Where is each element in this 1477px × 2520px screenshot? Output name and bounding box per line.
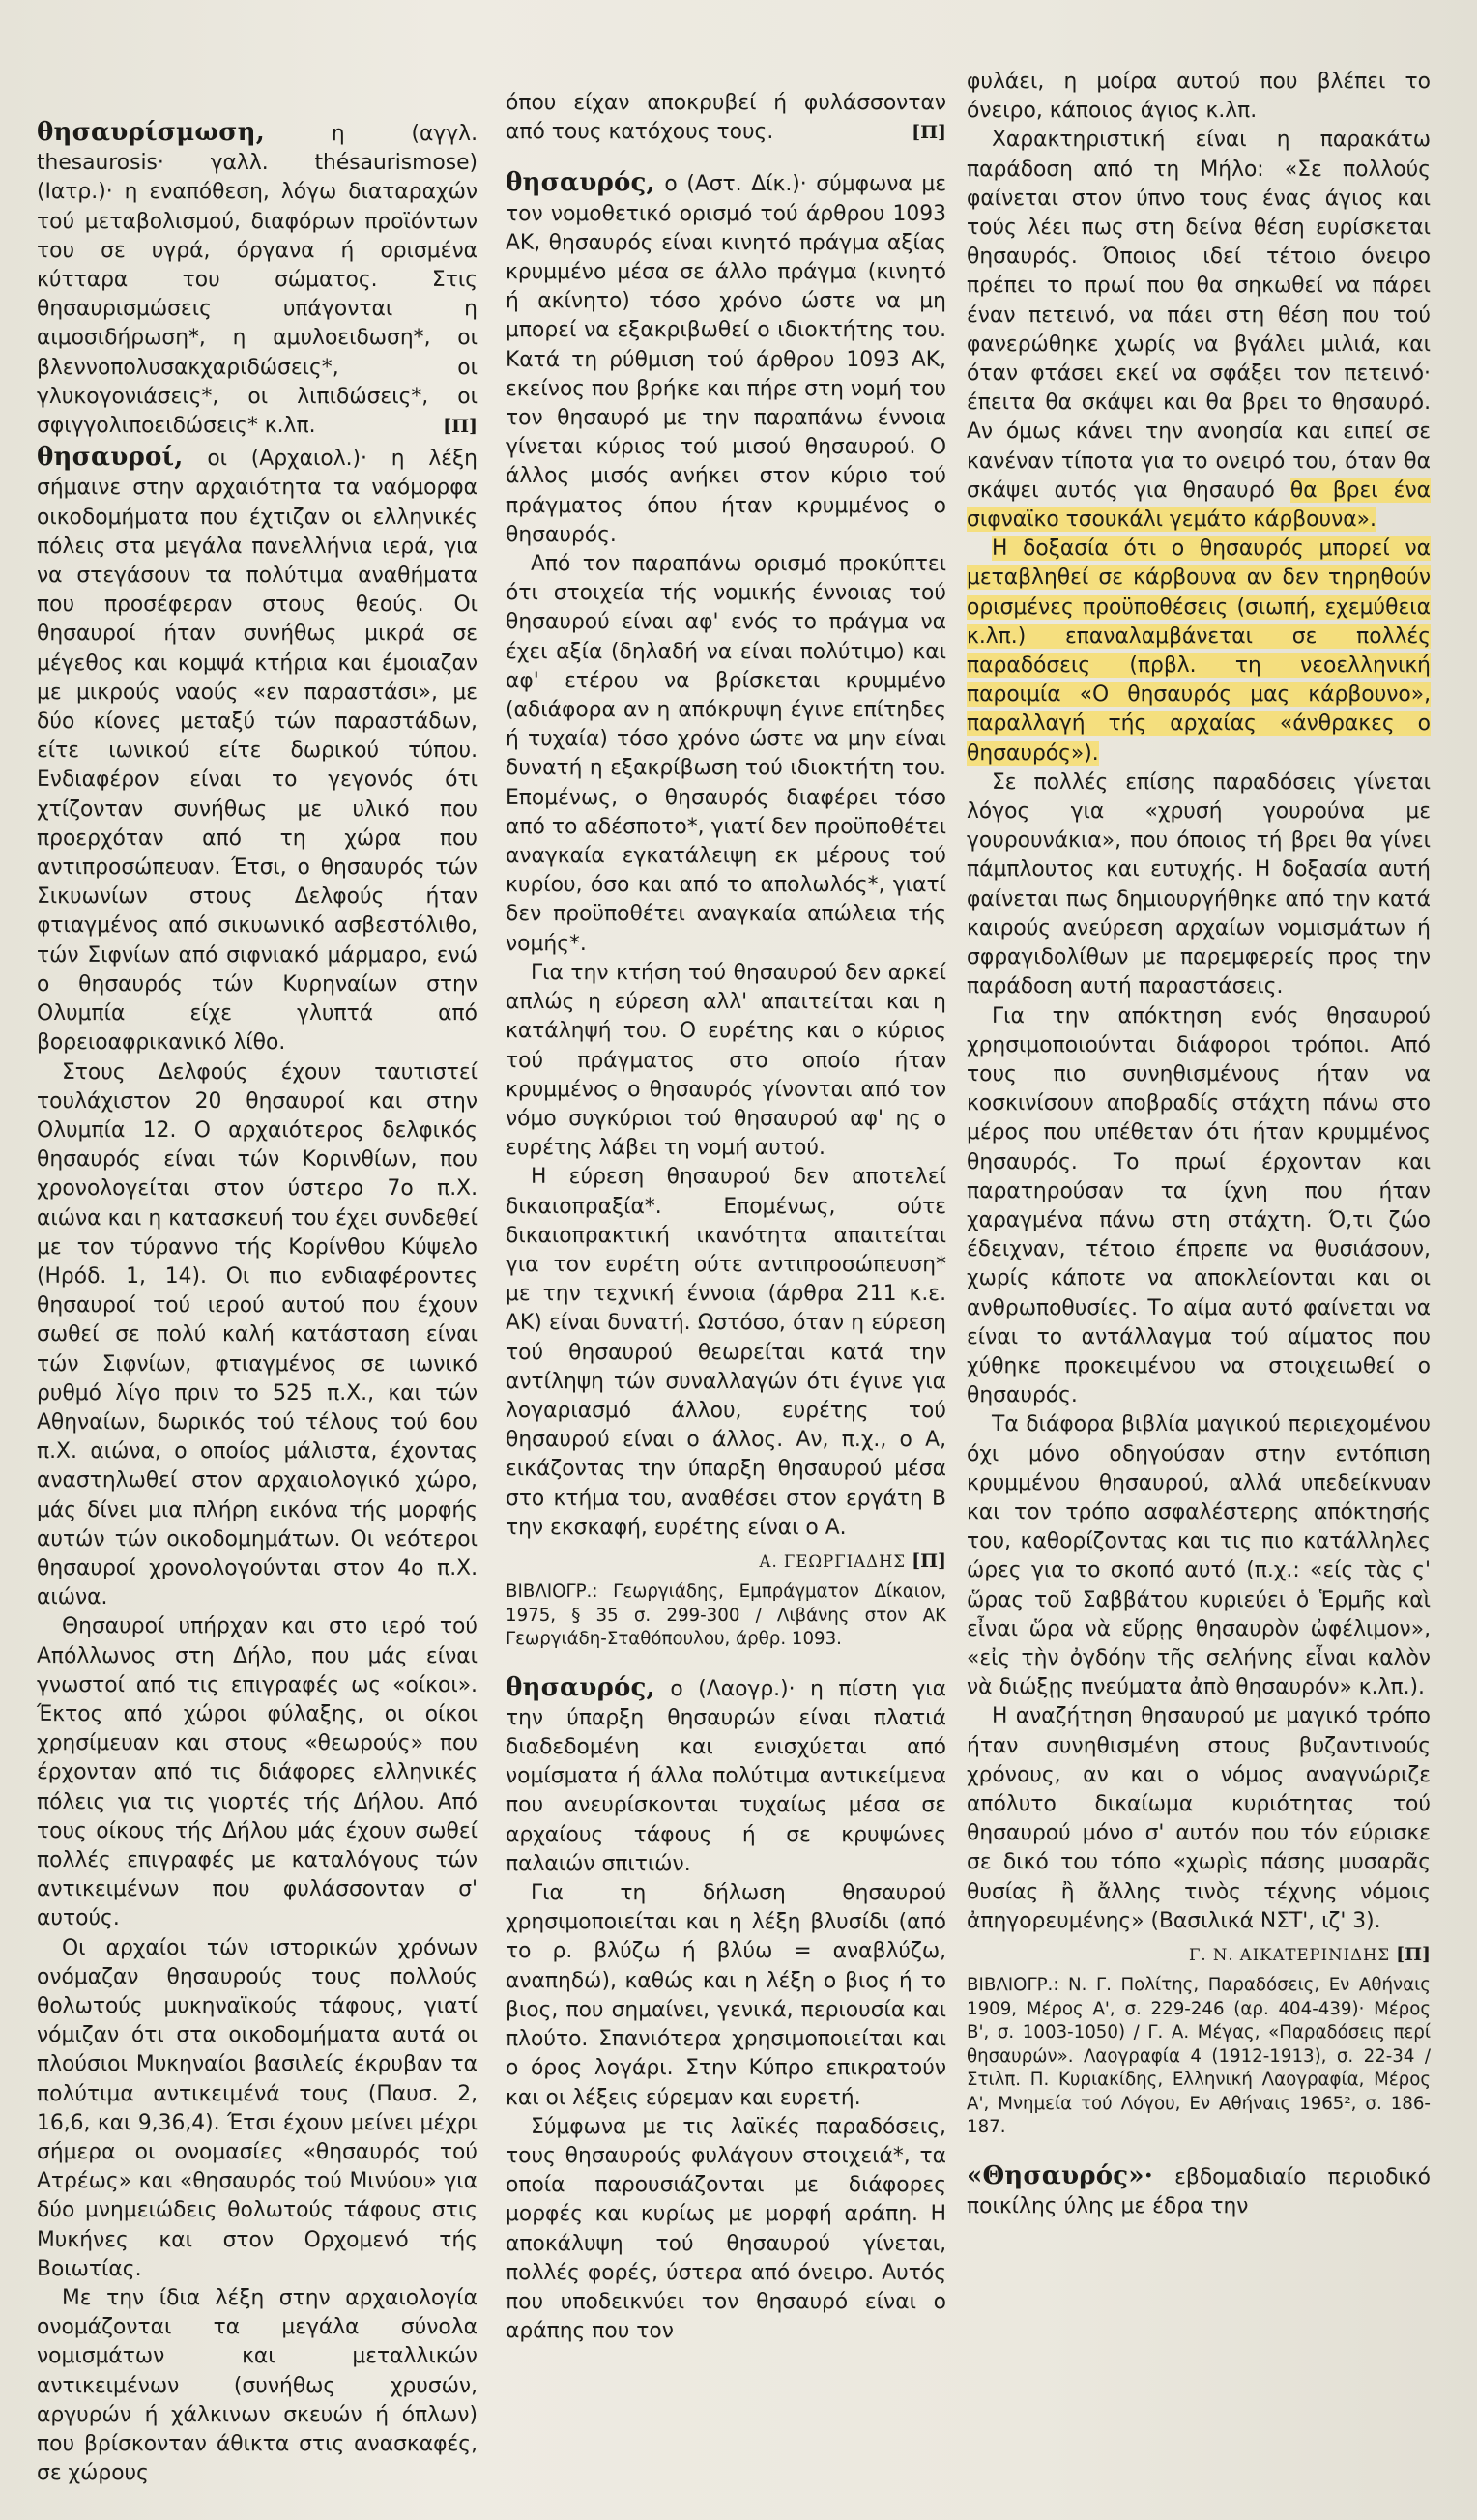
highlighted-text: θα βρει ένα σιφναϊκο τσουκάλι γεμάτο κάρβουνα». [967, 478, 1432, 533]
headword: θησαυρίσμωση, [37, 118, 266, 147]
entry-thesauros-folklore [506, 1673, 946, 2347]
bibliography: ΒΙΒΛΙΟΓΡ.: Γεωργιάδης, Εμπράγματον Δίκαιον, 1975, § 35 σ. 299-300 / Λιβάνης στον ΑΚ Γεωργιάδη-Σταθόπουλου, άρθρ. 1093. [506, 1581, 946, 1650]
entry-paragraph: Θησαυροί υπήρχαν και στο ιερό τού Απόλλωνος στη Δήλο, που μάς είναι γνωστοί από τις επιγραφές ως «οίκοι». Έκτος από χώροι φύλαξης, οι οίκοι χρησίμευαν και στους «θεωρούς» που έρχονταν από τις διάφορες ελληνικές πόλεις για τις γιορτές τής Δήλου. Από τους οίκους τής Δήλου μάς έχουν σωθεί πολλές επιγραφές με καταλόγους τών αντικειμένων που φυλάσσονταν σ' αυτούς. [37, 1614, 478, 1931]
entry-paragraph: Για τη δήλωση θησαυρού χρησιμοποιείται και η λέξη βλυσίδι (από το ρ. βλύζω ή βλύω = αναβλύζω, αναπηδώ), καθώς και η λέξη ο βιος ή το βιος, που σημαίνει, γενικά, περιουσία και πλούτο. Σπανιότερα χρησιμοποιείται και ο όρος λογάρι. Στην Κύπρο επικρατούν και οι λέξεις εύρεμαν και ευρετή. [506, 1881, 946, 2110]
author-name: Γ. Ν. ΑΙΚΑΤΕΡΙΝΙΔΗΣ [1188, 1946, 1391, 1964]
publisher-tag: [Π] [1396, 1944, 1431, 1965]
entry-text: ο (Λαογρ.)· η πίστη για την ύπαρξη θησαυρών είναι πλατιά διαδεδομένη και ενισχύεται από νομίσματα ή άλλα πολύτιμα αντικείμενα που ανευρίσκονται τυχαίως μέσα σε αρχαίους τάφους ή σε κρυψώνες παλαιών σπιτιών. [506, 1676, 946, 1876]
author-signature [967, 1940, 1431, 1970]
continuation-paragraph: φυλάει, η μοίρα αυτού που βλέπει το όνειρο, κάποιος άγιος κ.λπ. [967, 70, 1431, 124]
headword: θησαυρός, [506, 168, 655, 198]
entry-text: Χαρακτηριστική είναι η παρακάτω παράδοση από τη Μήλο: «Σε πολλούς φαίνεται στον ύπνο τους ένας άγιος και τούς λέει πως στη δείνα θέση ευρίσκεται θησαυρός. Όποιος ιδεί τέτοιο όνειρο πρέπει το πρωί που θα σηκωθεί να πάρει έναν πετεινό, να πάει στη θέση που τού φανερώθηκε χωρίς να βγάλει μιλιά, και όταν φτάσει εκεί να σφάξει τον πετεινό· έπειτα θα σκάψει και θα βρει το θησαυρό. Αν όμως κάνει την ανοησία και ειπεί σε κανέναν τίποτα για το ονειρό του, όταν θα σκάψει αυτός για θησαυρό [967, 128, 1431, 503]
headword: θησαυρός, [506, 1672, 655, 1702]
entry-periodical [967, 2161, 1431, 2221]
entry-thesaurismosi [37, 118, 478, 441]
entry-paragraph [37, 118, 478, 441]
entry-paragraph [506, 1673, 946, 1879]
entry-paragraph: Η αναζήτηση θησαυρού με μαγικό τρόπο ήταν συνηθισμένη στους βυζαντινούς χρόνους, αν και ο νόμος αναγνώριζε απόλυτο δικαίωμα κυριότητας τού θησαυρού μόνο σ' αυτόν που τόν εύρισκε σε δικό του τόπο «χωρὶς πάσης μυσαρᾶς θυσίας ἢ ἄλλης τινὸς τέχνης νόμοις ἀπηγορευμένης» (Βασιλικά ΝΣΤ', ιζ' 3). [967, 1704, 1431, 1933]
entry-paragraph [37, 443, 478, 1057]
entry-paragraph: Σύμφωνα με τις λαϊκές παραδόσεις, τους θησαυρούς φυλάγουν στοιχειά*, τα οποία παρουσιάζονται με διάφορες μορφές και κυρίως με μορφή αράπη. Η αποκάλυψη τού θησαυρού γίνεται, πολλές φορές, ύστερα από όνειρο. Αυτός που υποδεικνύει τον θησαυρό είναι ο αράπης που τον [506, 2114, 946, 2344]
author-name: Α. ΓΕΩΡΓΙΑΔΗΣ [759, 1551, 907, 1571]
publisher-tag: [Π] [912, 1550, 946, 1572]
entry-paragraph: Για την απόκτηση ενός θησαυρού χρησιμοποιούνται διάφοροι τρόποι. Από τους πιο συνηθισμένους ήταν να κοσκινίσουν αποβραδίς στάχτη πάνω στο μέρος που υπέθεταν ότι ήταν κρυμμένος θησαυρός. Το πρωί έρχονταν και παρατηρούσαν τα ίχνη που ήταν χαραγμένα πάνω στη στάχτη. Ό,τι ζώο έδειχναν, τέτοιο έπρεπε να θυσιάσουν, χωρίς κάποτε να αποκλείονται και οι ανθρωποθυσίες. Το αίμα αυτό φαίνεται να είναι το αντάλλαγμα τού αίματος που χύθηκε προκειμένου να στοιχειωθεί ο θησαυρός. [967, 1003, 1431, 1408]
column-1 [37, 118, 478, 2488]
entry-text: εβδομαδιαίο περιοδικό ποικίλης ύλης με έδρα την [967, 2164, 1431, 2218]
entry-text: όπου είχαν αποκρυβεί ή φυλάσσονταν από τους κατόχους τους. [506, 91, 946, 145]
headword: θησαυροί, [37, 443, 184, 473]
entry-paragraph: Η εύρεση θησαυρού δεν αποτελεί δικαιοπραξία*. Επομένως, ούτε δικαιοπρακτική ικανότητα απαιτείται για τον ευρέτη ούτε αντιπροσώπευση* με την τεχνική έννοια (άρθρα 211 κ.ε. ΑΚ) είναι δυνατή. Ωστόσο, όταν η εύρεση τού θησαυρού θεωρείται κατά την αντίληψη τών συναλλαγών ότι έγινε για λογαριασμό άλλου, ευρέτης τού θησαυρού είναι ο άλλος. Αν, π.χ., ο Α, εικάζοντας την ύπαρξη θησαυρού μέσα στο κτήμα του, αναθέσει στον εργάτη Β την εκσκαφή, ευρέτης είναι ο Α. [506, 1165, 946, 1540]
entry-paragraph: Σε πολλές επίσης παραδόσεις γίνεται λόγος για «χρυσή γουρούνα με γουρουνάκια», που όποιος τή βρει θα γίνει πάμπλουτος και ευτυχής. Η δοξασία αυτή φαίνεται πως δημιουργήθηκε από την κατά καιρούς ανεύρεση αρχαίων νομισμάτων ή σφραγιδολίθων με παρεμφερείς προς την παράδοση αυτή παραστάσεις. [967, 769, 1431, 999]
entry-paragraph [506, 168, 946, 550]
column-2 [506, 89, 946, 2346]
continuation-paragraph [506, 89, 946, 147]
publisher-tag: [Π] [912, 122, 946, 144]
author-signature [506, 1547, 946, 1577]
column-3 [967, 68, 1431, 2221]
entry-paragraph [967, 535, 1431, 768]
bibliography: ΒΙΒΛΙΟΓΡ.: Ν. Γ. Πολίτης, Παραδόσεις, Εν Αθήναις 1909, Μέρος Α', σ. 229-246 (αρ. 404-439)· Μέρος Β', σ. 1003-1050) / Γ. Α. Μέγας, «Παραδόσεις περί θησαυρών». Λαογραφία 4 (1912-1913), σ. 22-34 / Στιλπ. Π. Κυριακίδης, Ελληνική Λαογραφία, Μέρος Α', Μνημεία τού Λόγου, Εν Αθήναις 1965², σ. 186-187. [967, 1975, 1431, 2138]
entry-paragraph: Στους Δελφούς έχουν ταυτιστεί τουλάχιστον 20 θησαυροί και στην Ολυμπία 12. Ο αρχαιότερος δελφικός θησαυρός είναι τών Κορινθίων, που χρονολογείται στον ύστερο 7ο π.Χ. αιώνα και η κατασκευή του έχει συνδεθεί με τον τύραννο τής Κορίνθου Κύψελο (Ηρόδ. 1, 14). Οι πιο ενδιαφέροντες θησαυροί τού ιερού αυτού που έχουν σωθεί σε πολύ καλή κατάσταση είναι τών Σιφνίων, φτιαγμένος σε ιωνικό ρυθμό λίγο πριν το 525 π.Χ., και τών Αθηναίων, δωρικός τού τέλους τού 6ου π.Χ. αιώνα, ο οποίος μάλιστα, έχοντας αναστηλωθεί στον αρχαιολογικό χώρο, μάς δίνει μια πλήρη εικόνα τής μορφής αυτών τών οικοδομημάτων. Οι νεότεροι θησαυροί χρονολογούνται στον 4ο π.Χ. αιώνα. [37, 1059, 478, 1610]
entry-paragraph: Για την κτήση τού θησαυρού δεν αρκεί απλώς η εύρεση αλλ' απαιτείται και η κατάληψή του. Ο ευρέτης και ο κύριος τού πράγματος στο οποίο ήταν κρυμμένος ο θησαυρός γίνονται από τον νόμο συγκύριοι τού θησαυρού αφ' ης ο ευρέτης λάβει τη νομή αυτού. [506, 960, 946, 1161]
entry-paragraph: Οι αρχαίοι τών ιστορικών χρόνων ονόμαζαν θησαυρούς τους πολλούς θολωτούς μυκηναϊκούς τάφους, γιατί νόμιζαν ότι στα οικοδομήματα αυτά οι πλούσιοι Μυκηναίοι βασιλείς έκρυβαν τα πολύτιμα αντικειμένά τους (Παυσ. 2, 16,6, και 9,36,4). Έτσι έχουν μείνει μέχρι σήμερα οι ονομασίες «θησαυρός τού Ατρέως» και «θησαυρός τού Μινύου» για δύο μνημειώδεις θολωτούς τάφους στις Μυκήνες και στον Ορχομενό τής Βοιωτίας. [37, 1935, 478, 2281]
entry-paragraph: Από τον παραπάνω ορισμό προκύπτει ότι στοιχεία τής νομικής έννοιας τού θησαυρού είναι αφ' ενός το πράγμα να έχει αξία (δηλαδή να είναι πολύτιμο) και αφ' ετέρου να βρίσκεται κρυμμένο (αδιάφορα αν η απόκρυψη έγινε επίτηδες ή τυχαία) τόσο χρόνο ώστε να μην είναι δυνατή η εξακρίβωση τού ιδιοκτήτη του. Επομένως, ο θησαυρός διαφέρει τόσο από το αδέσποτο*, γιατί δεν προϋποθέτει αναγκαία εγκατάλειψη εκ μέρους τού κυρίου, όσο και από το απολωλός*, γιατί δεν προϋποθέτει αναγκαία απώλεια τής νομής*. [506, 552, 946, 956]
entry-text: ο (Αστ. Δίκ.)· σύμφωνα με τον νομοθετικό ορισμό τού άρθρου 1093 ΑΚ, θησαυρός είναι κινητό πράγμα αξίας κρυμμένο μέσα σε άλλο πράγμα (κινητό ή ακίνητο) τόσο χρόνο ώστε να μη μπορεί να εξακριβωθεί ο ιδιοκτήτης του. Κατά τη ρύθμιση τού άρθρου 1093 ΑΚ, εκείνος που βρήκε και πήρε στη νομή του τον θησαυρό με την παραπάνω έννοια γίνεται κύριος τού μισού θησαυρού. Ο άλλος μισός ανήκει στον κύριο τού πράγματος όπου ήταν κρυμμένος ο θησαυρός. [506, 172, 947, 547]
entry-text: οι (Αρχαιολ.)· η λέξη σήμαινε στην αρχαιότητα τα ναόμορφα οικοδομήματα που έχτιζαν οι ελληνικές πόλεις στα μεγάλα πανελλήνια ιερά, για να στεγάσουν τα πολύτιμα αναθήματα που προσέφεραν στους θεούς. Οι θησαυροί ήταν συνήθως μικρά σε μέγεθος και κομψά κτήρια και έμοιαζαν με μικρούς ναούς «εν παραστάσι», με δύο κίονες μεταξύ τών παραστάδων, είτε ιωνικού είτε δωρικού τύπου. Ενδιαφέρον είναι το γεγονός ότι χτίζονταν συνήθως με υλικό που προερχόταν από τη χώρα που αντιπροσώπευαν. Έτσι, ο θησαυρός τών Σικυωνίων στους Δελφούς ήταν φτιαγμένος από σικυωνικό ασβεστόλιθο, τών Σιφνίων από σιφνιακό μάρμαρο, ενώ ο θησαυρός τών Κυρηναίων στην Ολυμπία είχε γλυπτά από βορειοαφρικανικό λίθο. [37, 447, 478, 1056]
entry-paragraph [967, 126, 1431, 535]
publisher-tag: [Π] [443, 416, 478, 438]
entry-paragraph [967, 2161, 1431, 2221]
entry-thesauros-civil-law [506, 168, 946, 1651]
entry-text: η (αγγλ. thesaurosis· γαλλ. thésaurismose) (Ιατρ.)· η εναπόθεση, λόγω διαταραχών τού μεταβολισμού, διαφόρων προϊόντων του σε υγρά, όργανα ή ορισμένα κύτταρα του σώματος. Στις θησαυρισμώσεις υπάγονται η αιμοσιδήρωση*, η αμυλοειδωση*, οι βλεννοπολυσακχαριδώσεις*, οι γλυκογονιάσεις*, οι λιπιδώσεις*, οι σφιγγολιποειδώσεις* κ.λπ. [37, 122, 478, 439]
entry-thesauroi [37, 443, 478, 2488]
headword: «Θησαυρός»· [967, 2160, 1153, 2190]
entry-paragraph: Τα διάφορα βιβλία μαγικού περιεχομένου όχι μόνο οδηγούσαν στην εντόπιση κρυμμένου θησαυρού, αλλά υπεδείκνυαν και τον τρόπο ασφαλέστερης απόκτησής του, καθορίζοντας και τις πιο κατάλληλες ώρες για το σκοπό αυτό (π.χ.: «είς τὰς ς' ὥρας τοῦ Σαββάτου κυριεύει ὁ Ἑρμῆς καὶ εἶναι ὥρα νὰ εὕρῃς θησαυρὸν ὠφέλιμον», «εἰς τὴν ὀγδόην τῆς σελήνης εἶναι καλὸν νὰ διώξῃς πνεύματα ἀπὸ θησαυρόν» κ.λπ.). [967, 1412, 1431, 1700]
entry-paragraph: Με την ίδια λέξη στην αρχαιολογία ονομάζονται τα μεγάλα σύνολα νομισμάτων και μεταλλικών αντικειμένων (συνήθως χρυσών, αργυρών ή χάλκινων σκευών ή όπλων) που βρίσκονταν άθικτα στις ανασκαφές, σε χώρους [37, 2286, 478, 2486]
highlighted-text: Η δοξασία ότι ο θησαυρός μπορεί να μεταβληθεί σε κάρβουνα αν δεν τηρηθούν ορισμένες προϋποθέσεις (σιωπή, εχεμύθεια κ.λπ.) επαναλαμβάνεται σε πολλές παραδόσεις (πρβλ. τη νεοελληνική παροιμία «Ο θησαυρός μας κάρβουνο», παραλλαγή τής αρχαίας «άνθρακες ο θησαυρός»). [967, 536, 1431, 766]
